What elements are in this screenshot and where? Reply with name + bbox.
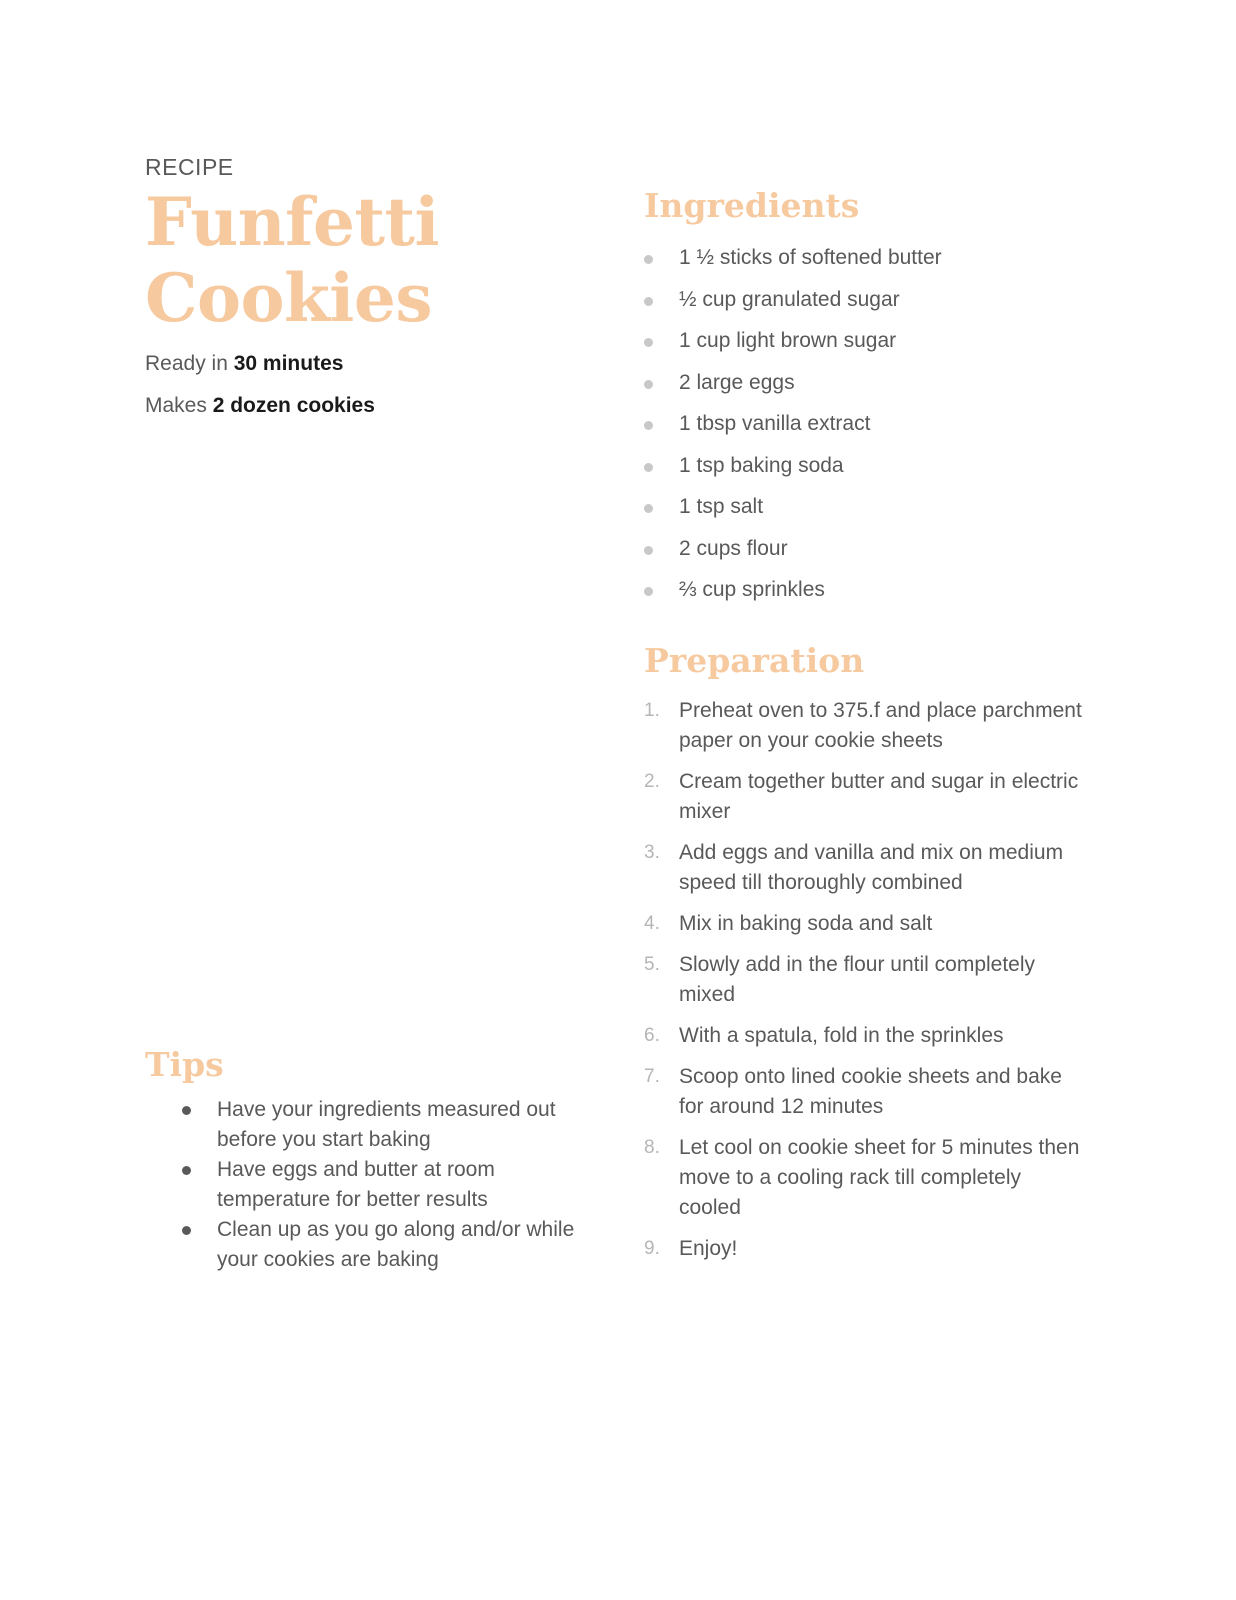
ingredient-item: [644, 452, 1084, 480]
ingredients-heading: Ingredients: [644, 186, 860, 225]
step-text: Add eggs and vanilla and mix on medium speed till thoroughly combined: [679, 841, 1064, 894]
ingredient-item: [644, 244, 1084, 272]
yield-prefix: Makes: [145, 394, 213, 417]
ingredient-text: 1 tsp baking soda: [679, 453, 844, 477]
bullet-icon: [644, 338, 653, 347]
step-number: 3.: [644, 842, 660, 863]
step-item: [644, 909, 1084, 939]
step-text: Cream together butter and sugar in electric mixer: [679, 770, 1079, 823]
step-item: [644, 696, 1084, 756]
ingredient-item: [644, 410, 1084, 438]
step-text: Scoop onto lined cookie sheets and bake for around 12 minutes: [679, 1065, 1062, 1118]
ingredient-text: 1 tsp salt: [679, 495, 764, 518]
recipe-title-line1: Funfetti: [145, 183, 440, 261]
ingredient-item: [644, 369, 1084, 397]
step-item: [644, 1133, 1084, 1223]
preparation-steps: [644, 696, 1084, 1264]
bullet-icon: [644, 380, 653, 389]
recipe-title-line2: Cookies: [145, 259, 433, 337]
ready-time-prefix: Ready in: [145, 352, 234, 375]
step-number: 5.: [644, 954, 660, 975]
step-text: Let cool on cookie sheet for 5 minutes then move to a cooling rack till completely cooled: [679, 1136, 1080, 1219]
bullet-icon: [182, 1226, 191, 1235]
step-item: [644, 1062, 1084, 1122]
tip-text: Clean up as you go along and/or while your cookies are baking: [217, 1218, 575, 1271]
ingredient-item: [644, 535, 1084, 563]
yield-value: 2 dozen cookies: [212, 394, 375, 417]
ingredient-item: [644, 286, 1084, 314]
bullet-icon: [644, 587, 653, 596]
step-text: With a spatula, fold in the sprinkles: [679, 1024, 1004, 1047]
ready-time: [145, 350, 585, 378]
step-item: [644, 1021, 1084, 1051]
ingredient-item: [644, 327, 1084, 355]
tips-list: [145, 1095, 595, 1275]
step-text: Preheat oven to 375.f and place parchment paper on your cookie sheets: [679, 699, 1082, 752]
tip-item: [145, 1155, 595, 1215]
tip-item: [145, 1215, 595, 1275]
tip-item: [145, 1095, 595, 1155]
step-item: [644, 767, 1084, 827]
ingredient-item: [644, 493, 1084, 521]
bullet-icon: [644, 421, 653, 430]
ingredient-text: 2 cups flour: [679, 536, 788, 560]
ingredient-text: ½ cup granulated sugar: [679, 287, 900, 311]
bullet-icon: [644, 504, 653, 513]
bullet-icon: [644, 255, 653, 264]
tips-section: [145, 1045, 595, 1275]
step-number: 8.: [644, 1137, 660, 1158]
ingredients-list: [644, 244, 1084, 604]
step-item: [644, 1234, 1084, 1264]
recipe-title: [145, 184, 585, 336]
bullet-icon: [182, 1166, 191, 1175]
ingredient-text: 1 tbsp vanilla extract: [679, 412, 871, 435]
bullet-icon: [644, 297, 653, 306]
step-item: [644, 838, 1084, 898]
ingredient-text: 1 cup light brown sugar: [679, 329, 897, 352]
preparation-heading: Preparation: [644, 641, 865, 680]
step-number: 7.: [644, 1066, 660, 1087]
step-number: 4.: [644, 913, 660, 934]
ingredient-text: 1 ½ sticks of softened butter: [679, 246, 942, 269]
step-number: 1.: [644, 700, 660, 721]
step-item: [644, 950, 1084, 1010]
tip-text: Have eggs and butter at room temperature for better results: [217, 1158, 495, 1211]
recipe-body: [644, 186, 1084, 1275]
ready-time-value: 30 minutes: [233, 352, 344, 375]
bullet-icon: [644, 546, 653, 555]
bullet-icon: [644, 463, 653, 472]
tips-heading: Tips: [145, 1045, 224, 1084]
step-number: 2.: [644, 771, 660, 792]
yield: [145, 392, 585, 420]
ingredient-text: ⅔ cup sprinkles: [679, 578, 825, 601]
recipe-eyebrow: RECIPE: [145, 154, 234, 180]
ingredient-item: [644, 576, 1084, 604]
step-text: Mix in baking soda and salt: [679, 912, 933, 935]
recipe-header: [145, 150, 585, 420]
step-number: 9.: [644, 1238, 660, 1259]
bullet-icon: [182, 1106, 191, 1115]
step-text: Enjoy!: [679, 1237, 738, 1260]
ingredient-text: 2 large eggs: [679, 370, 795, 394]
step-text: Slowly add in the flour until completely mixed: [679, 953, 1036, 1006]
step-number: 6.: [644, 1025, 660, 1046]
tip-text: Have your ingredients measured out before you start baking: [217, 1098, 556, 1151]
